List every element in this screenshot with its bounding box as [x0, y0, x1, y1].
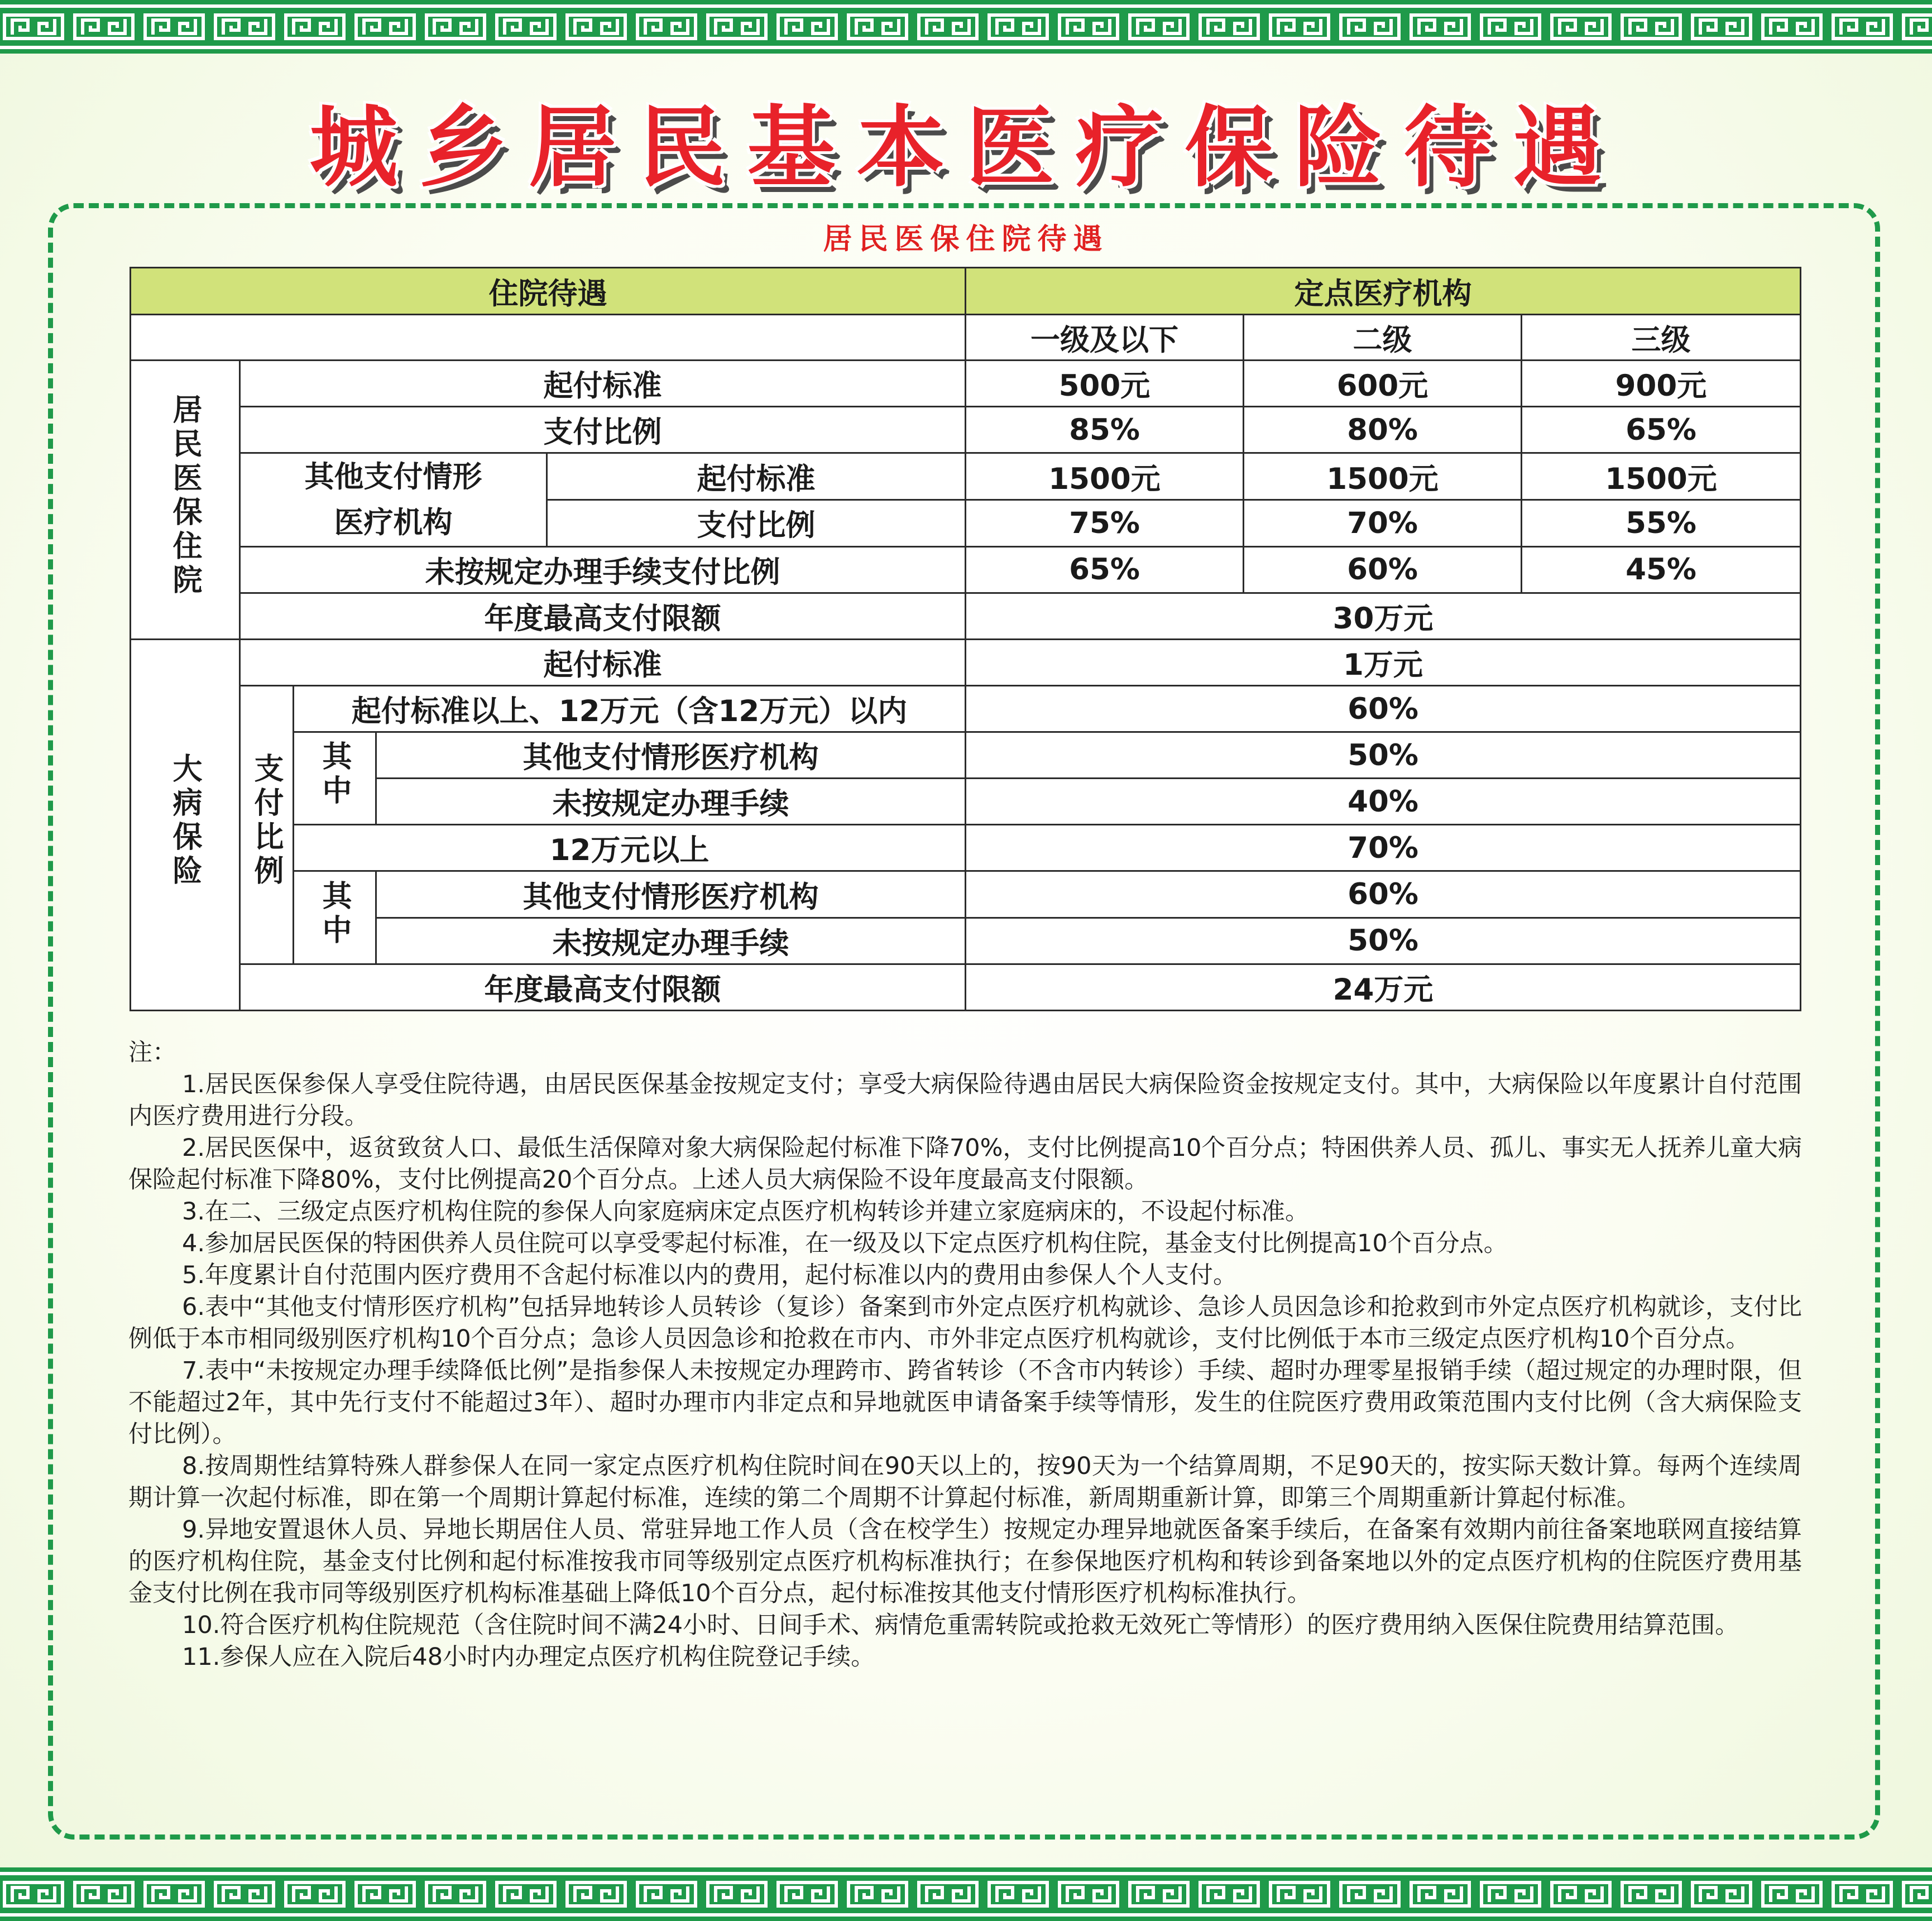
table-cell: 80%: [1244, 407, 1522, 453]
table-row: [131, 639, 1801, 685]
level-2-header: 二级: [1244, 315, 1522, 361]
note-item: 3.在二、三级定点医疗机构住院的参保人向家庭病床定点医疗机构转诊并建立家庭病床的，不设起付标准。: [182, 1198, 1310, 1226]
table-row: [131, 593, 1801, 639]
table-row: [131, 453, 1801, 500]
bottom-meander-border: [0, 1867, 1932, 1921]
level-header-row: [131, 315, 1801, 361]
table-cell: 55%: [1522, 500, 1801, 547]
table-cell: 900元: [1522, 361, 1801, 407]
row-label: 起付标准: [240, 639, 966, 685]
table-cell: 70%: [966, 825, 1801, 871]
table-row: [131, 361, 1801, 407]
note-item: 7.表中“未按规定办理手续降低比例”是指参保人未按规定办理跨市、跨省转诊（不含市内转诊）手续、超时办理零星报销手续（超过规定的办理时限，但不能超过2年，其中先行支付不能超过3年）、超时办理市内非定点和异地就医申请备案手续等情形，发生的住院医疗费用政策范围内支付比例（含大病保险支付比例）。: [128, 1357, 1802, 1448]
table-cell: 45%: [1522, 546, 1801, 593]
row-label: 其他支付情形医疗机构: [376, 871, 966, 918]
blank-cell: [131, 315, 966, 361]
other-payment-label: [240, 453, 547, 546]
level-3-header: 三级: [1522, 315, 1801, 361]
notes-label: 注：: [128, 1039, 176, 1067]
table-cell: 85%: [966, 407, 1244, 453]
note-item: 4.参加居民医保的特困供养人员住院可以享受零起付标准，在一级及以下定点医疗机构住院，基金支付比例提高10个百分点。: [182, 1230, 1508, 1257]
table-cell: 65%: [1522, 407, 1801, 453]
row-label: 起付标准: [547, 453, 966, 500]
row-label: 起付标准: [240, 361, 966, 407]
meander-pattern: [0, 1880, 1932, 1909]
row-label: 起付标准以上、12万元（含12万元）以内: [294, 686, 966, 732]
table-cell: 50%: [966, 918, 1801, 964]
table-cell: 60%: [966, 871, 1801, 918]
table-cell: 40%: [966, 779, 1801, 825]
table-header-row: [131, 268, 1801, 315]
resident-section-label: 居民医保住院: [131, 361, 240, 640]
note-item: 9.异地安置退休人员、异地长期居住人员、常驻异地工作人员（含在校学生）按规定办理异地就医备案手续后，在备案有效期内前往备案地联网直接结算的医疗机构住院，基金支付比例和起付标准按我市同等级别定点医疗机构标准执行；在参保地医疗机构和转诊到备案地以外的定点医疗机构的住院医疗费用基金支付比例在我市同等级别医疗机构标准基础上降低10个百分点，起付标准按其他支付情形医疗机构标准执行。: [128, 1516, 1802, 1607]
section-subtitle: 居民医保住院待遇: [823, 223, 1109, 256]
row-label: 12万元以上: [294, 825, 966, 871]
table-row: [131, 918, 1801, 964]
row-label: 支付比例: [240, 407, 966, 453]
table-row: [131, 407, 1801, 453]
note-item: 10.符合医疗机构住院规范（含住院时间不满24小时、日间手术、病情危重需转院或抢救无效死亡等情形）的医疗费用纳入医保住院费用结算范围。: [182, 1611, 1739, 1639]
table-row: [131, 964, 1801, 1010]
meander-pattern: [0, 12, 1932, 41]
note-item: 11.参保人应在入院后48小时内办理定点医疗机构住院登记手续。: [182, 1643, 875, 1671]
table-cell: 24万元: [966, 964, 1801, 1010]
header-designated-institution: 定点医疗机构: [966, 268, 1801, 315]
note-item: 1.居民医保参保人享受住院待遇，由居民医保基金按规定支付；享受大病保险待遇由居民大病保险资金按规定支付。其中，大病保险以年度累计自付范围内医疗费用进行分段。: [128, 1070, 1802, 1130]
table-cell: 500元: [966, 361, 1244, 407]
table-cell: 600元: [1244, 361, 1522, 407]
table-cell: 65%: [966, 546, 1244, 593]
table-row: [131, 686, 1801, 732]
header-hospital-benefit: 住院待遇: [131, 268, 966, 315]
of-which-label: 其中: [294, 732, 376, 825]
table-cell: 1万元: [966, 639, 1801, 685]
note-item: 2.居民医保中，返贫致贫人口、最低生活保障对象大病保险起付标准下降70%，支付比例提高10个百分点；特困供养人员、孤儿、事实无人抚养儿童大病保险起付标准下降80%，支付比例提高20个百分点。上述人员大病保险不设年度最高支付限额。: [128, 1134, 1802, 1194]
table-row: [131, 546, 1801, 593]
table-row: [131, 871, 1801, 918]
table-row: [131, 825, 1801, 871]
note-item: 8.按周期性结算特殊人群参保人在同一家定点医疗机构住院时间在90天以上的，按90天为一个结算周期，不足90天的，按实际天数计算。每两个连续周期计算一次起付标准，即在第一个周期计算起付标准，连续的第二个周期不计算起付标准，新周期重新计算，即第三个周期重新计算起付标准。: [128, 1452, 1802, 1512]
table-row: [131, 732, 1801, 779]
table-cell: 1500元: [1522, 453, 1801, 500]
table-cell: 30万元: [966, 593, 1801, 639]
table-cell: 60%: [966, 686, 1801, 732]
table-cell: 75%: [966, 500, 1244, 547]
critical-section-label: 大病保险: [131, 639, 240, 1010]
table-row: [131, 779, 1801, 825]
table-cell: 1500元: [1244, 453, 1522, 500]
row-label: 未按规定办理手续: [376, 918, 966, 964]
pay-ratio-label: 支付比例: [240, 686, 294, 964]
table-cell: 60%: [1244, 546, 1522, 593]
row-label: 支付比例: [547, 500, 966, 547]
benefits-table: [130, 267, 1801, 1011]
table-cell: 1500元: [966, 453, 1244, 500]
other-payment-label-line2: 医疗机构: [334, 505, 453, 540]
row-label: 年度最高支付限额: [240, 964, 966, 1010]
note-item: 6.表中“其他支付情形医疗机构”包括异地转诊人员转诊（复诊）备案到市外定点医疗机构就诊、急诊人员因急诊和抢救到市外定点医疗机构就诊，支付比例低于本市相同级别医疗机构10个百分点；急诊人员因急诊和抢救在市内、市外非定点医疗机构就诊，支付比例低于本市三级定点医疗机构10个百分点。: [128, 1293, 1802, 1353]
table-cell: 70%: [1244, 500, 1522, 547]
row-label: 年度最高支付限额: [240, 593, 966, 639]
other-payment-label-line1: 其他支付情形: [304, 459, 482, 494]
note-item: 5.年度累计自付范围内医疗费用不含起付标准以内的费用，起付标准以内的费用由参保人个人支付。: [182, 1261, 1238, 1289]
top-meander-border: [0, 0, 1932, 54]
row-label: 其他支付情形医疗机构: [376, 732, 966, 779]
row-label: 未按规定办理手续: [376, 779, 966, 825]
row-label: 未按规定办理手续支付比例: [240, 546, 966, 593]
level-1-header: 一级及以下: [966, 315, 1244, 361]
of-which-label: 其中: [294, 871, 376, 964]
notes-section: [128, 1037, 1802, 1673]
table-cell: 50%: [966, 732, 1801, 779]
page-title: 城乡居民基本医疗保险待遇: [309, 97, 1623, 199]
